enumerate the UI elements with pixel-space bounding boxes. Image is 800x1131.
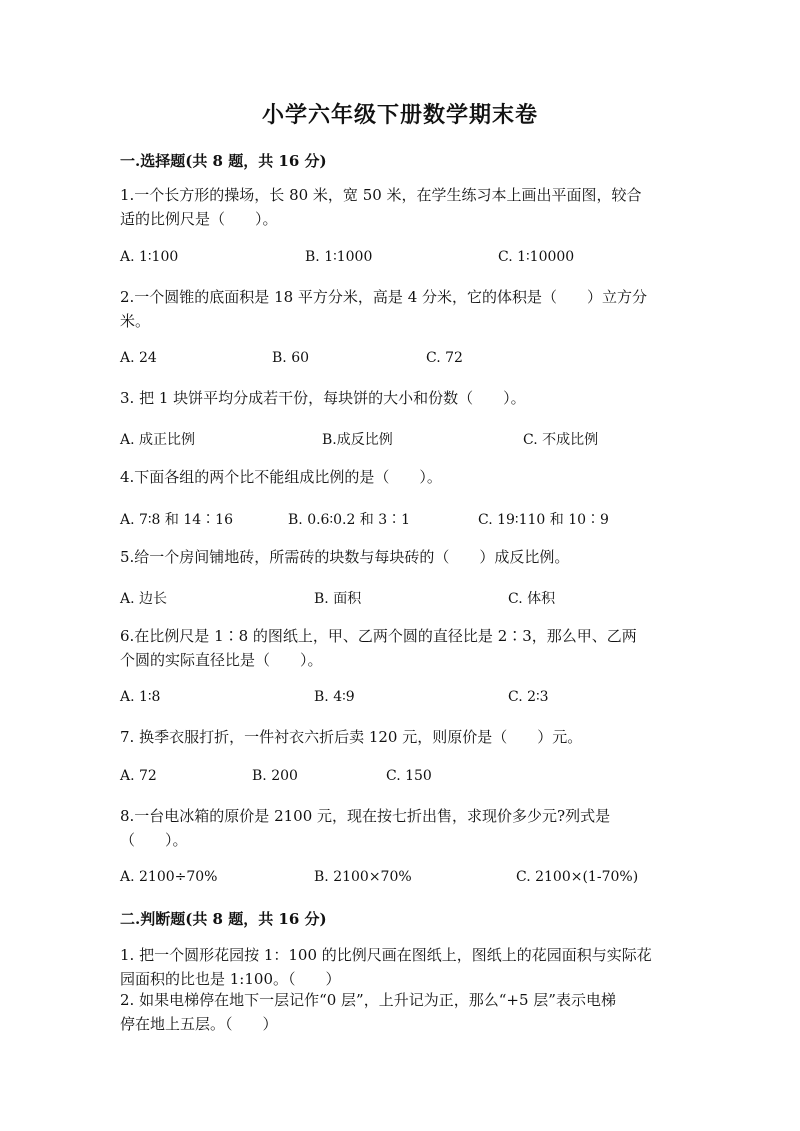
question-text-line: 8.一台电冰箱的原价是 2100 元，现在按七折出售，求现价多少元?列式是 [120, 807, 611, 825]
option-a[interactable]: A. 2100÷70% [120, 869, 218, 885]
option-b[interactable]: B. 200 [252, 768, 298, 784]
option-c[interactable]: C. 2∶3 [508, 689, 549, 705]
option-c[interactable]: C. 2100×(1-70%) [516, 869, 639, 885]
option-c[interactable]: C. 不成比例 [523, 432, 599, 448]
question-text-line: 4.下面各组的两个比不能组成比例的是（ ）。 [120, 468, 442, 486]
question-text-line: 1. 把一个圆形花园按 1：100 的比例尺画在图纸上，图纸上的花园面积与实际花 [120, 946, 652, 964]
question-text-line: 停在地上五层。（ ） [120, 1015, 278, 1033]
judge-question-2 [120, 988, 680, 1036]
question-3 [120, 388, 680, 408]
question-1 [120, 183, 680, 231]
option-c[interactable]: C. 1∶10000 [498, 249, 575, 265]
question-text-line: 1.一个长方形的操场，长 80 米，宽 50 米，在学生练习本上画出平面图，较合 [120, 186, 642, 204]
question-text-line: 3. 把 1 块饼平均分成若干份，每块饼的大小和份数（ ）。 [120, 389, 526, 407]
option-c[interactable]: C. 72 [426, 350, 463, 366]
page-title: 小学六年级下册数学期末卷 [261, 102, 538, 128]
question-text-line: 2. 如果电梯停在地下一层记作“0 层”，上升记为正，那么“+5 层”表示电梯 [120, 991, 616, 1009]
section-heading-choice: 一.选择题(共 8 题，共 16 分) [120, 152, 327, 170]
option-c[interactable]: C. 150 [386, 768, 432, 784]
options-row [120, 768, 680, 788]
section-heading-judge: 二.判断题(共 8 题，共 16 分) [120, 910, 327, 928]
question-text-line: 米。 [120, 312, 151, 330]
question-8 [120, 804, 680, 852]
options-row [120, 429, 680, 449]
question-text-line: 6.在比例尺是 1∶8 的图纸上，甲、乙两个圆的直径比是 2∶3，那么甲、乙两 [120, 627, 637, 645]
question-text-line: 7. 换季衣服打折，一件衬衣六折后卖 120 元，则原价是（ ）元。 [120, 728, 583, 746]
option-b[interactable]: B. 面积 [314, 591, 362, 607]
options-row [120, 350, 680, 370]
question-text-line: 适的比例尺是（ ）。 [120, 210, 278, 228]
option-a[interactable]: A. 成正比例 [120, 432, 196, 448]
question-text-line: 园面积的比也是 1:100。（ ） [120, 970, 341, 988]
options-row [120, 869, 680, 889]
question-text-line: 2.一个圆锥的底面积是 18 平方分米，高是 4 分米，它的体积是（ ）立方分 [120, 288, 648, 306]
option-a[interactable]: A. 7∶8 和 14∶16 [120, 512, 233, 528]
question-6 [120, 624, 680, 672]
option-c[interactable]: C. 体积 [508, 591, 556, 607]
option-a[interactable]: A. 1∶100 [120, 249, 179, 265]
option-b[interactable]: B. 0.6∶0.2 和 3∶1 [288, 512, 411, 528]
options-row [120, 689, 680, 709]
question-5 [120, 547, 680, 567]
option-b[interactable]: B.成反比例 [322, 432, 393, 448]
option-a[interactable]: A. 边长 [120, 591, 168, 607]
question-text-line: （ ）。 [120, 831, 188, 849]
options-row [120, 509, 680, 529]
option-b[interactable]: B. 1∶1000 [305, 249, 373, 265]
option-a[interactable]: A. 1∶8 [120, 689, 161, 705]
options-row [120, 588, 680, 608]
option-a[interactable]: A. 24 [120, 350, 157, 366]
question-text-line: 个圆的实际直径比是（ ）。 [120, 651, 323, 669]
option-c[interactable]: C. 19∶110 和 10∶9 [478, 512, 609, 528]
question-7 [120, 727, 680, 747]
option-a[interactable]: A. 72 [120, 768, 157, 784]
option-b[interactable]: B. 4∶9 [314, 689, 355, 705]
option-b[interactable]: B. 60 [272, 350, 310, 366]
judge-question-1 [120, 943, 680, 991]
option-b[interactable]: B. 2100×70% [314, 869, 412, 885]
options-row [120, 249, 680, 269]
question-2 [120, 285, 680, 333]
question-4 [120, 467, 680, 487]
question-text-line: 5.给一个房间铺地砖，所需砖的块数与每块砖的（ ）成反比例。 [120, 548, 570, 566]
